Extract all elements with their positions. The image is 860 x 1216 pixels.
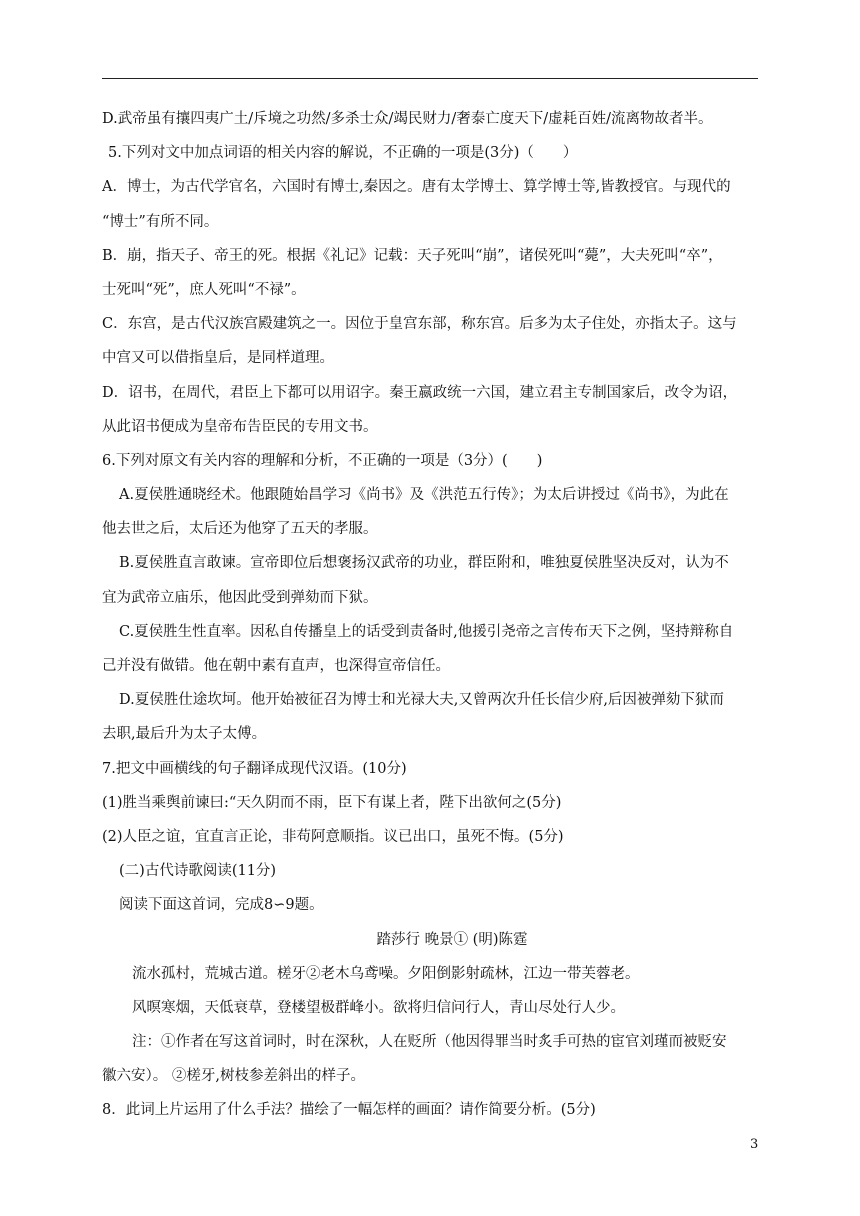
q5-option-c-line2: 中宫又可以借指皇后，是同样道理。 [102, 350, 334, 367]
document-body [102, 106, 762, 1132]
q5-option-b-line1: B．崩，指天子、帝王的死。根据《礼记》记载：天子死叫“崩”，诸侯死叫“薨”，大夫死叫“卒”， [102, 247, 723, 264]
q5-option-c-line1: C．东宫，是古代汉族宫殿建筑之一。因位于皇宫东部，称东宫。后多为太子住处，亦指太子。这与 [102, 316, 737, 333]
q7-part-1: (1)胜当乘舆前谏曰:“天久阴而不雨，臣下有谋上者，陛下出欲何之(5分) [102, 794, 562, 811]
question-7: 7.把文中画横线的句子翻译成现代汉语。(10分) [102, 760, 407, 777]
page-number: 3 [750, 1137, 759, 1152]
poetry-instruction: 阅读下面这首词，完成8∽9题。 [119, 897, 324, 914]
question-8: 8．此词上片运用了什么手法？描绘了一幅怎样的画面？请作简要分析。(5分) [102, 1102, 596, 1119]
poem-note-line2: 徽六安）。 ②槎牙,树枝参差斜出的样子。 [102, 1068, 365, 1085]
poem-stanza-2: 风暝寒烟，天低衰草，登楼望极群峰小。欲将归信问行人，青山尽处行人少。 [132, 999, 625, 1016]
q6-option-b-line1: B.夏侯胜直言敢谏。宣帝即位后想褒扬汉武帝的功业，群臣附和，唯独夏侯胜坚决反对，认为不 [119, 555, 729, 572]
q5-option-d-line1: D．诏书，在周代，君臣上下都可以用诏字。秦王嬴政统一六国，建立君主专制国家后，改令为诏， [102, 384, 738, 401]
q6-option-a-line2: 他去世之后，太后还为他穿了五天的孝服。 [102, 521, 378, 538]
q5-option-a-line2: “博士”有所不同。 [102, 213, 219, 230]
q6-option-d-line1: D.夏侯胜仕途坎坷。他开始被征召为博士和光禄大夫,又曾两次升任长信少府,后因被弹劾下狱而 [119, 692, 724, 709]
option-d-line: D.武帝虽有攘四夷广土/斥境之功然/多杀士众/竭民财力/奢泰亡度天下/虚耗百姓/流离物故者半。 [102, 111, 713, 127]
q5-option-a-line1: A．博士，为古代学官名，六国时有博士,秦因之。唐有太学博士、算学博士等,皆教授官。与现代的 [102, 179, 731, 196]
poem-note-line1: 注：①作者在写这首词时，时在深秋，人在贬所（他因得罪当时炙手可热的宦官刘瑾而被贬安 [132, 1034, 727, 1051]
poem-title: 踏莎行 晚景① (明)陈霆 [376, 931, 528, 948]
q6-option-c-line1: C.夏侯胜生性直率。因私自传播皇上的话受到责备时,他援引尧帝之言传布天下之例，坚持辩称自 [119, 623, 734, 640]
question-5: 5.下列对文中加点词语的相关内容的解说，不正确的一项是(3分)（ ） [108, 145, 578, 162]
header-rule [102, 78, 758, 79]
q6-option-c-line2: 己并没有做错。他在朝中素有直声，也深得宣帝信任。 [102, 658, 450, 674]
q6-option-d-line2: 去职,最后升为太子太傅。 [102, 726, 267, 743]
q6-option-a-line1: A.夏侯胜通晓经术。他跟随始昌学习《尚书》及《洪范五行传》；为太后讲授过《尚书》，为此在 [119, 487, 729, 504]
question-6: 6.下列对原文有关内容的理解和分析，不正确的一项是（3分）( ) [102, 452, 543, 469]
q5-option-b-line2: 士死叫“死”，庶人死叫“不禄”。 [102, 281, 306, 298]
section-heading-poetry: (二)古代诗歌阅读(11分) [119, 863, 277, 880]
q6-option-b-line2: 宜为武帝立庙乐，他因此受到弹劾而下狱。 [102, 589, 378, 606]
q7-part-2: (2)人臣之谊，宜直言正论，非苟阿意顺指。议已出口，虽死不悔。(5分) [102, 828, 564, 845]
poem-stanza-1: 流水孤村，荒城古道。槎牙②老木乌鸢噪。夕阳倒影射疏林，江边一带芙蓉老。 [132, 965, 640, 982]
q5-option-d-line2: 从此诏书便成为皇帝布告臣民的专用文书。 [102, 418, 378, 435]
